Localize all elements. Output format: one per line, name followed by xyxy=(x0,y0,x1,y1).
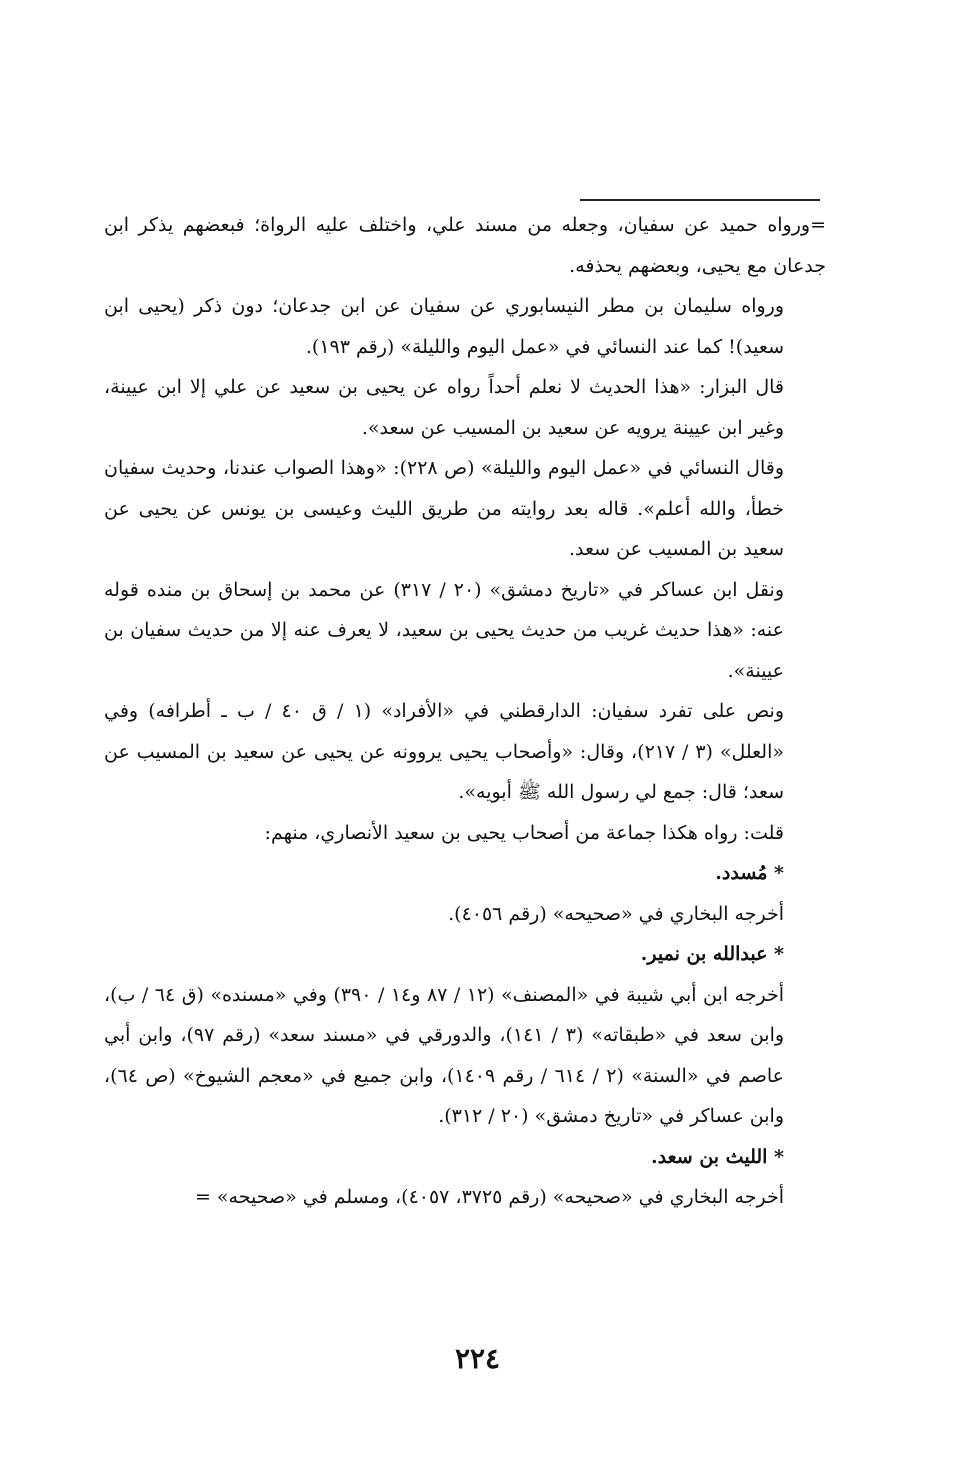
paragraph-nasai-quote: وقال النسائي في «عمل اليوم والليلة» (ص ٢٢٨): «وهذا الصواب عندنا، وحديث سفيان خطأ، والله أعلم». قاله بعد روايته من طريق الليث وعيسى بن يونس عن يحيى عن سعيد بن المسيب عن سعد. xyxy=(104,457,784,560)
paragraph-sulayman-narration: ورواه سليمان بن مطر النيسابوري عن سفيان عن ابن جدعان؛ دون ذكر (يحيى ابن سعيد)! كما عند النسائي في «عمل اليوم والليلة» (رقم ١٩٣). xyxy=(104,295,784,358)
page-number: ٢٢٤ xyxy=(454,1342,501,1375)
paragraph-bukhari-citation: أخرجه البخاري في «صحيحه» (رقم ٤٠٥٦). xyxy=(448,902,784,925)
footnote-body xyxy=(104,205,826,1218)
paragraph-hameed-narration: =ورواه حميد عن سفيان، وجعله من مسند علي، واختلف عليه الرواة؛ فبعضهم يذكر ابن جدعان مع يحيى، وبعضهم يحذفه. xyxy=(104,214,826,277)
paragraph-daraqutni-note: ونص على تفرد سفيان: الدارقطني في «الأفراد» (١ / ق ٤٠ / ب ـ أطرافه) وفي «العلل» (٣ / ٢١٧)، وقال: «وأصحاب يحيى يروونه عن يحيى عن سعيد بن المسيب عن سعد؛ قال: جمع لي رسول الله ﷺ أبويه». xyxy=(104,700,785,803)
paragraph-ibn-asakir-quote: ونقل ابن عساكر في «تاريخ دمشق» (٢٠ / ٣١٧) عن محمد بن إسحاق بن منده قوله عنه: «هذا حديث غريب من حديث يحيى بن سعيد، لا يعرف عنه إلا من حديث سفيان بن عيينة». xyxy=(104,578,784,682)
narrator-heading-abdullah-ibn-numayr: * عبدالله بن نمير. xyxy=(640,943,784,965)
footnote-separator-rule xyxy=(580,199,820,201)
narrator-heading-musaddad: * مُسدد. xyxy=(715,862,784,884)
paragraph-narrators-intro: قلت: رواه هكذا جماعة من أصحاب يحيى بن سعيد الأنصاري، منهم: xyxy=(264,821,784,844)
paragraph-bazzar-quote: قال البزار: «هذا الحديث لا نعلم أحداً رواه عن يحيى بن سعيد عن علي إلا ابن عيينة، وغير ابن عيينة يرويه عن سعيد بن المسيب عن سعد». xyxy=(104,376,784,439)
paragraph-bukhari-muslim-citation: أخرجه البخاري في «صحيحه» (رقم ٣٧٢٥، ٤٠٥٧)، ومسلم في «صحيحه» = xyxy=(194,1186,784,1208)
paragraph-ibn-abi-shaybah-citations: أخرجه ابن أبي شيبة في «المصنف» (١٢ / ٨٧ و١٤ / ٣٩٠) وفي «مسنده» (ق ٦٤ / ب)، وابن سعد في «طبقاته» (٣ / ١٤١)، والدورقي في «مسند سعد» (رقم ٩٧)، وابن أبي عاصم في «السنة» (٢ / ٦١٤ / رقم ١٤٠٩)، وابن جميع في «معجم الشيوخ» (ص ٦٤)، وابن عساكر في «تاريخ دمشق» (٢٠ / ٣١٢). xyxy=(104,983,785,1127)
narrator-heading-layth-ibn-sad: * الليث بن سعد. xyxy=(651,1145,784,1168)
